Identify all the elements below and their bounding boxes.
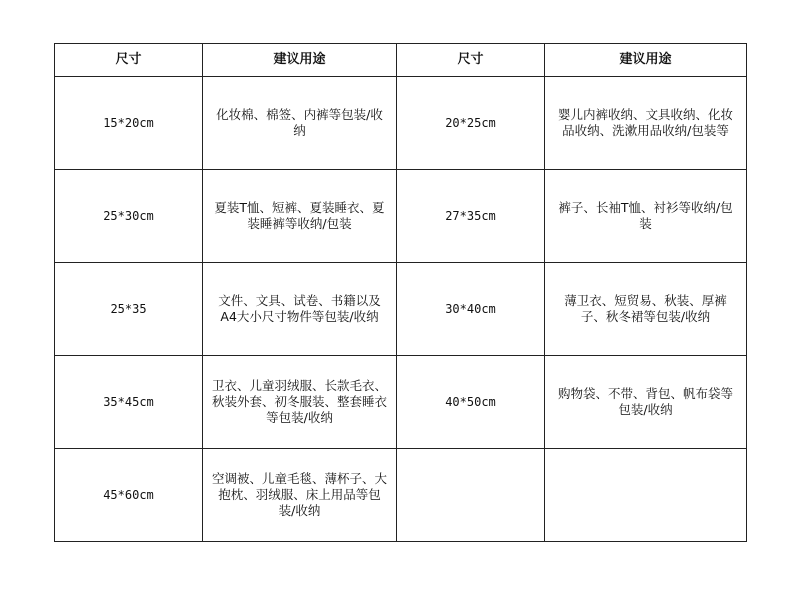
size-cell: 27*35cm	[397, 170, 545, 263]
header-use-left: 建议用途	[203, 44, 397, 77]
use-cell: 裤子、长袖T恤、衬衫等收纳/包装	[545, 170, 747, 263]
header-use-right: 建议用途	[545, 44, 747, 77]
size-cell-empty	[397, 449, 545, 542]
size-cell: 15*20cm	[55, 77, 203, 170]
use-cell: 购物袋、不带、背包、帆布袋等包装/收纳	[545, 356, 747, 449]
size-cell: 25*30cm	[55, 170, 203, 263]
size-usage-table	[54, 43, 747, 542]
use-cell-empty	[545, 449, 747, 542]
use-cell: 化妆棉、棉签、内裤等包装/收纳	[203, 77, 397, 170]
use-cell: 文件、文具、试卷、书籍以及A4大小尺寸物件等包装/收纳	[203, 263, 397, 356]
header-row	[55, 44, 747, 77]
size-cell: 35*45cm	[55, 356, 203, 449]
use-cell: 空调被、儿童毛毯、薄杯子、大抱枕、羽绒服、床上用品等包装/收纳	[203, 449, 397, 542]
size-cell: 30*40cm	[397, 263, 545, 356]
size-cell: 45*60cm	[55, 449, 203, 542]
table-row	[55, 356, 747, 449]
use-cell: 卫衣、儿童羽绒服、长款毛衣、秋装外套、初冬服装、整套睡衣等包装/收纳	[203, 356, 397, 449]
table-row	[55, 449, 747, 542]
header-size-right: 尺寸	[397, 44, 545, 77]
table-row	[55, 263, 747, 356]
header-size-left: 尺寸	[55, 44, 203, 77]
use-cell: 婴儿内裤收纳、文具收纳、化妆品收纳、洗漱用品收纳/包装等	[545, 77, 747, 170]
table-row	[55, 77, 747, 170]
size-cell: 25*35	[55, 263, 203, 356]
size-cell: 20*25cm	[397, 77, 545, 170]
table-row	[55, 170, 747, 263]
use-cell: 夏装T恤、短裤、夏装睡衣、夏装睡裤等收纳/包装	[203, 170, 397, 263]
use-cell: 薄卫衣、短贸易、秋装、厚裤子、秋冬裙等包装/收纳	[545, 263, 747, 356]
size-cell: 40*50cm	[397, 356, 545, 449]
